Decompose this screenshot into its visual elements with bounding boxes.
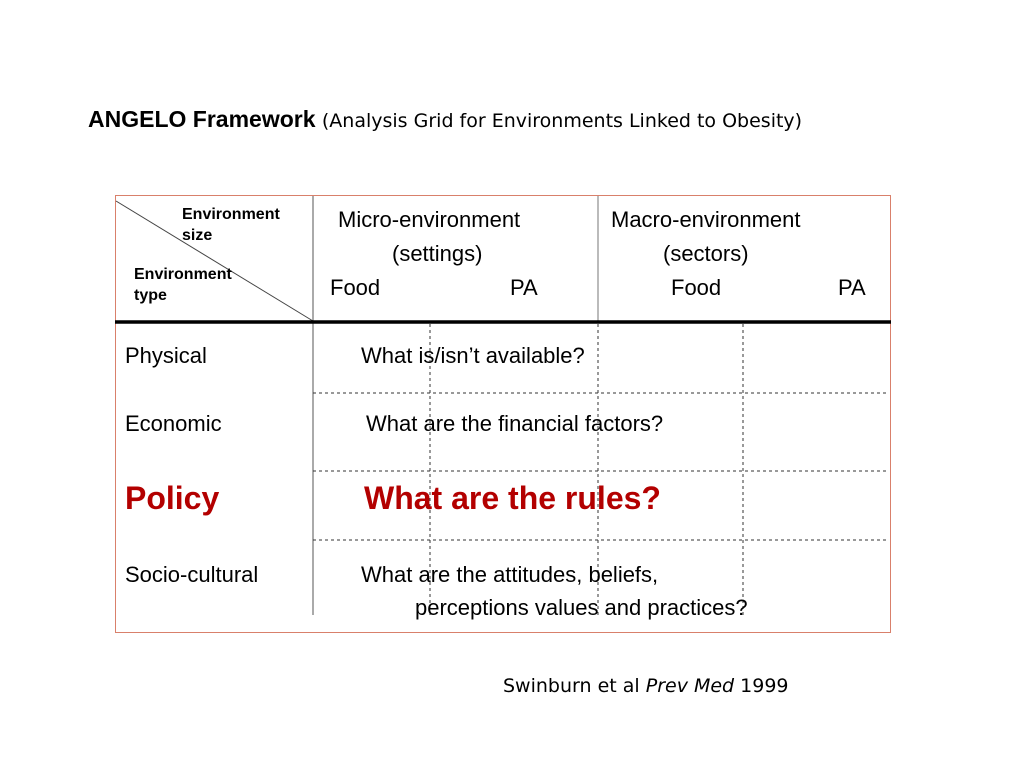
citation-journal: Prev Med bbox=[645, 675, 735, 697]
title-bold: ANGELO Framework bbox=[88, 106, 316, 132]
citation-authors: Swinburn et al bbox=[503, 675, 640, 697]
macro-header-line2: (sectors) bbox=[663, 241, 749, 266]
micro-pa-label: PA bbox=[510, 275, 538, 300]
corner-type-label: Environment type bbox=[134, 266, 232, 304]
micro-header-line2: (settings) bbox=[392, 241, 483, 266]
row-question-economic: What are the financial factors? bbox=[366, 411, 664, 436]
macro-food-label: Food bbox=[671, 275, 722, 300]
row-question-policy: What are the rules? bbox=[364, 480, 661, 516]
row-question-socio-cultural-line2: perceptions values and practices? bbox=[415, 595, 748, 620]
title-subtitle: (Analysis Grid for Environments Linked to Obesity) bbox=[321, 110, 803, 132]
row-label-physical: Physical bbox=[125, 343, 207, 368]
row-question-socio-cultural-line1: What are the attitudes, beliefs, bbox=[361, 562, 659, 587]
row-label-policy: Policy bbox=[125, 480, 220, 516]
micro-header-line1: Micro-environment bbox=[338, 207, 521, 232]
macro-header-line1: Macro-environment bbox=[611, 207, 801, 232]
row-question-physical: What is/isn’t available? bbox=[361, 343, 585, 368]
micro-food-label: Food bbox=[330, 275, 381, 300]
corner-size-label: Environment size bbox=[182, 206, 280, 244]
row-label-economic: Economic bbox=[125, 411, 222, 436]
citation-year: 1999 bbox=[740, 675, 789, 697]
macro-pa-label: PA bbox=[838, 275, 866, 300]
row-label-socio-cultural: Socio-cultural bbox=[125, 562, 259, 587]
citation bbox=[503, 675, 789, 697]
